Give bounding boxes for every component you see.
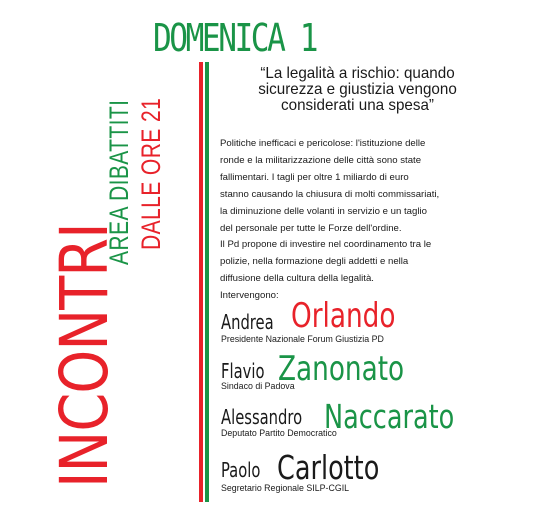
description-line: la diminuzione delle volanti in servizio e un taglio bbox=[220, 205, 427, 217]
speaker-carlotto bbox=[221, 448, 521, 501]
description-line: Il Pd propone di investire nel coordinamento tra le bbox=[220, 239, 432, 251]
area-dibattiti-text: AREA DIBATTITI bbox=[104, 99, 134, 265]
speaker-first-name: Flavio bbox=[221, 359, 265, 383]
green-vertical-bar bbox=[205, 62, 209, 502]
quote-line: “La legalità a rischio: quando bbox=[260, 65, 455, 82]
speaker-role: Deputato Partito Democratico bbox=[221, 428, 337, 439]
speaker-last-name: Orlando bbox=[291, 296, 396, 336]
speaker-role: Sindaco di Padova bbox=[221, 381, 295, 392]
description-line: fallimentari. I tagli per oltre 1 miliardo di euro bbox=[220, 171, 409, 183]
top-partial-text bbox=[252, 0, 362, 3]
description-line: Politiche inefficaci e pericolose: l'istituzione delle bbox=[220, 138, 426, 149]
description-paragraph bbox=[220, 136, 460, 288]
speaker-orlando bbox=[221, 297, 521, 347]
quote-line: sicurezza e giustizia vengono bbox=[258, 81, 457, 98]
description-line: polizie, nella formazione degli addetti e nella bbox=[220, 256, 409, 268]
area-dibattiti-vertical bbox=[106, 53, 133, 265]
description-line: diffusione della cultura della legalità. bbox=[220, 273, 374, 285]
speaker-last-name: Naccarato bbox=[324, 397, 455, 436]
description-line: del personale per tutte le Forze dell'ordine. bbox=[220, 222, 402, 234]
speaker-first-name: Andrea bbox=[221, 310, 274, 334]
speaker-first-name: Alessandro bbox=[221, 405, 303, 429]
red-vertical-bar bbox=[199, 62, 203, 502]
speaker-last-name: Carlotto bbox=[277, 448, 380, 487]
speaker-role: Presidente Nazionale Forum Giustizia PD bbox=[221, 334, 384, 345]
speakers-label: Intervengono: bbox=[220, 290, 279, 301]
day-title: DOMENICA 1 bbox=[153, 16, 317, 60]
dalle-ore-text: DALLE ORE 21 bbox=[136, 97, 166, 250]
debate-quote bbox=[215, 66, 500, 114]
dalle-ore-vertical bbox=[138, 55, 165, 250]
quote-line: considerati una spesa” bbox=[281, 97, 434, 114]
speaker-first-name: Paolo bbox=[221, 458, 261, 482]
speaker-role: Segretario Regionale SILP-CGIL bbox=[221, 483, 350, 494]
description-line: ronde e la militarizzazione delle città sono state bbox=[220, 154, 422, 166]
description-line: stanno causando la chiusura di molti commissariati, bbox=[220, 188, 440, 200]
speaker-zanonato bbox=[221, 349, 521, 402]
speaker-naccarato bbox=[221, 397, 539, 450]
speaker-last-name: Zanonato bbox=[278, 349, 405, 389]
incontri-text: INCONTRI bbox=[46, 223, 123, 488]
